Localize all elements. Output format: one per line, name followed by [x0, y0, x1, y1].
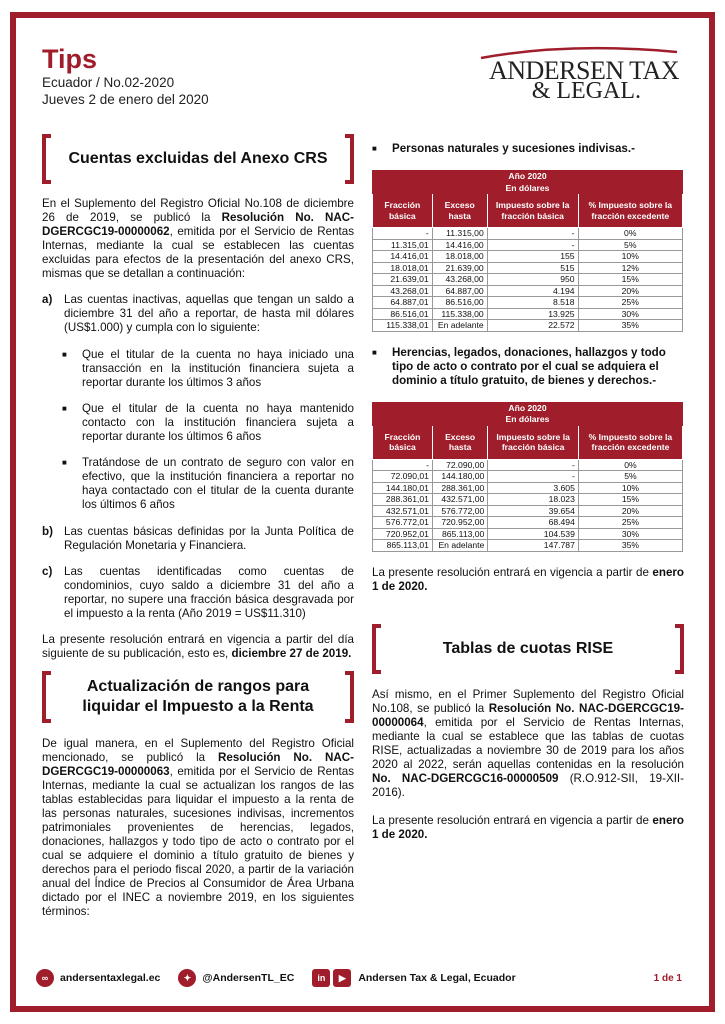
table2-heading: ■ Herencias, legados, donaciones, hallazgos y todo tipo de acto o contrato por el cual se adquiera el dominio a título gratuito, de bienes y derechos.-	[372, 345, 666, 387]
table-cell: 15%	[578, 274, 682, 286]
table-cell: 155	[487, 251, 578, 263]
section-title-rise: Tablas de cuotas RISE	[372, 624, 684, 674]
table-row	[373, 505, 683, 517]
list-item-b: b) Las cuentas básicas definidas por la Junta Política de Regulación Monetaria y Financiera.	[42, 525, 354, 552]
table-cell: 104.539	[488, 528, 579, 540]
table-row	[373, 297, 683, 309]
table-cell: 10%	[578, 482, 682, 494]
column-header: Impuesto sobre la fracción básica	[488, 425, 579, 459]
list-item-c: c) Las cuentas identificadas como cuentas de condominios, cuyo saldo a diciembre 31 del año a reportar, no supere una fracción básica desgravada por el impuesto a la renta (Año 2019 = US$11.310)	[42, 565, 354, 620]
herencias-closing: La presente resolución entrará en vigencia a partir de enero 1 de 2020.	[372, 565, 684, 593]
table-cell: En adelante	[432, 320, 487, 332]
table-row	[373, 528, 683, 540]
table-cell: 43.268,01	[373, 285, 433, 297]
table-banner-year: Año 2020	[373, 402, 683, 414]
table-row	[373, 308, 683, 320]
renta-body: De igual manera, en el Suplemento del Registro Oficial mencionado, se publicó la Resolución No. NAC-DGERCGC19-00000063, emitida por el Servicio de Rentas Internas, mediante la cual se actualizan los rangos de las tablas establecidas para liquidar el impuesto a la renta de las personas naturales, sucesiones indivisas, incrementos patrimoniales provenientes de herencias, legados, donaciones, hallazgos y todo tipo de acto o contrato por el cual se adquiere el dominio a título gratuito de bienes y derechos para el periodo fiscal 2020, a partir de la variación anual del Índice de Precios al Consumidor de Área Urbana dictado por el INEC a noviembre 2019, en los siguientes términos:	[42, 737, 354, 918]
table-cell: 14.416,01	[373, 251, 433, 263]
footer-website[interactable]: ∞ andersentaxlegal.ec	[36, 969, 160, 987]
youtube-icon: ▶	[333, 969, 351, 987]
section-title-crs: Cuentas excluidas del Anexo CRS	[42, 134, 354, 184]
table-cell: 144.180,00	[432, 471, 487, 483]
table-cell: 43.268,00	[432, 274, 487, 286]
table-cell: 11.315,00	[432, 228, 487, 240]
table-cell: 86.516,00	[432, 297, 487, 309]
list-item-bullet: ■ Que el titular de la cuenta no haya iniciado una transacción en la institución financiera sujeta a reportar durante los últimos 3 años	[62, 348, 354, 389]
table-cell: 35%	[578, 320, 682, 332]
table-cell: 22.572	[487, 320, 578, 332]
table-row	[373, 320, 683, 332]
table-cell: 68.494	[488, 517, 579, 529]
table-cell: 720.952,01	[373, 528, 433, 540]
table-cell: 288.361,01	[373, 494, 433, 506]
table-cell: 576.772,00	[432, 505, 487, 517]
table-cell: 576.772,01	[373, 517, 433, 529]
list-item-a: a) Las cuentas inactivas, aquellas que tengan un saldo a diciembre 31 del año a reportar, de hasta mil dólares (US$1.000) y cumpla con lo siguiente:	[42, 293, 354, 334]
table-cell: -	[373, 228, 433, 240]
table-row	[373, 471, 683, 483]
table-cell: 86.516,01	[373, 308, 433, 320]
right-column	[372, 130, 684, 842]
tax-table-herencias	[372, 402, 683, 552]
table-cell: 0%	[578, 228, 682, 240]
table-banner-currency: En dólares	[373, 414, 683, 426]
list-item-bullet: ■ Tratándose de un contrato de seguro con valor en efectivo, que la institución financiera a reportar no haya contactado con el titular de la cuenta durante los últimos 6 años	[62, 456, 354, 511]
table-cell: 515	[487, 262, 578, 274]
table-cell: 72.090,01	[373, 471, 433, 483]
twitter-icon: ✦	[178, 969, 196, 987]
page-title: Tips	[42, 44, 98, 74]
table-cell: 14.416,00	[432, 239, 487, 251]
footer	[36, 966, 686, 990]
rise-closing: La presente resolución entrará en vigencia a partir de enero 1 de 2020.	[372, 813, 684, 841]
table-cell: 4.194	[487, 285, 578, 297]
rise-body: Así mismo, en el Primer Suplemento del Registro Oficial No.108, se publicó la Resolución No. NAC-DGERCGC19-00000064, emitida por el Servicio de Rentas Internas, mediante la cual se establece que las tablas de cuotas RISE, actualizadas a noviembre 30 de 2019 para los años 2020 al 2022, serán aquellas contenidas en la resolución No. NAC-DGERCGC16-00000509 (R.O.912-SII, 19-XII-2016).	[372, 687, 685, 799]
table-cell: 25%	[578, 517, 682, 529]
table1-heading: ■ Personas naturales y sucesiones indivisas.-	[372, 142, 635, 155]
column-header: Fracción básica	[373, 194, 433, 228]
issue-number: Ecuador / No.02-2020	[42, 75, 175, 90]
section-title-renta: Actualización de rangos para liquidar el Impuesto a la Renta	[42, 671, 354, 723]
logo-text-line1: ANDERSEN TAX	[488, 56, 679, 85]
logo-text-line2: & LEGAL.	[531, 78, 641, 104]
table-cell: -	[488, 471, 579, 483]
table-cell: 115.338,01	[373, 320, 433, 332]
table-cell: 39.654	[488, 505, 579, 517]
table-cell: -	[488, 459, 579, 471]
crs-closing: La presente resolución entrará en vigencia a partir del día siguiente de su publicación, esto es, diciembre 27 de 2019.	[42, 633, 354, 660]
table-cell: 15%	[578, 494, 682, 506]
table-row	[373, 459, 683, 471]
table-cell: 3.605	[488, 482, 579, 494]
table-cell: 865.113,00	[432, 528, 487, 540]
table-banner-year: Año 2020	[373, 171, 683, 183]
table-cell: 5%	[578, 239, 682, 251]
table-row	[373, 274, 683, 286]
column-header: Exceso hasta	[432, 425, 487, 459]
table-cell: 25%	[578, 297, 682, 309]
table-cell: 20%	[578, 505, 682, 517]
issue-date: Jueves 2 de enero del 2020	[42, 92, 209, 107]
table-cell: 5%	[578, 471, 682, 483]
table-cell: 64.887,00	[432, 285, 487, 297]
table-cell: 21.639,01	[373, 274, 433, 286]
table-cell: 432.571,01	[373, 505, 433, 517]
table-cell: 8.518	[487, 297, 578, 309]
table-cell: -	[373, 459, 433, 471]
column-header: Impuesto sobre la fracción básica	[487, 194, 578, 228]
column-header: % Impuesto sobre la fracción excedente	[578, 194, 682, 228]
table-cell: 64.887,01	[373, 297, 433, 309]
table-row	[373, 228, 683, 240]
table-cell: -	[487, 228, 578, 240]
footer-company[interactable]: in ▶ Andersen Tax & Legal, Ecuador	[312, 969, 515, 987]
left-column	[42, 130, 354, 919]
footer-twitter[interactable]: ✦ @AndersenTL_EC	[178, 969, 294, 987]
table-row	[373, 285, 683, 297]
column-header: Exceso hasta	[432, 194, 487, 228]
table-row	[373, 262, 683, 274]
header	[42, 44, 209, 108]
table-cell: 30%	[578, 528, 682, 540]
table-cell: 21.639,00	[432, 262, 487, 274]
table-row	[373, 494, 683, 506]
page-number: 1 de 1	[653, 972, 682, 984]
table-cell: 950	[487, 274, 578, 286]
link-icon: ∞	[36, 969, 54, 987]
table-cell: 18.018,00	[432, 251, 487, 263]
table-row	[373, 540, 683, 552]
table-cell: 72.090,00	[432, 459, 487, 471]
table-cell: 147.787	[488, 540, 579, 552]
table-cell: 720.952,00	[432, 517, 487, 529]
table-cell: 35%	[578, 540, 682, 552]
linkedin-icon: in	[312, 969, 330, 987]
list-item-bullet: ■ Que el titular de la cuenta no haya mantenido contacto con la institución financiera sujeta a reportar durante los últimos 6 años	[62, 402, 354, 443]
table-cell: 11.315,01	[373, 239, 433, 251]
table-cell: 0%	[578, 459, 682, 471]
table-row	[373, 482, 683, 494]
table-cell: 288.361,00	[432, 482, 487, 494]
column-header: Fracción básica	[373, 425, 433, 459]
table-cell: -	[487, 239, 578, 251]
table-row	[373, 239, 683, 251]
table-cell: 10%	[578, 251, 682, 263]
table-cell: 30%	[578, 308, 682, 320]
table-cell: 18.023	[488, 494, 579, 506]
table-cell: 865.113,01	[373, 540, 433, 552]
tax-table-personas	[372, 170, 683, 332]
table-row	[373, 251, 683, 263]
table-cell: 20%	[578, 285, 682, 297]
table-cell: 144.180,01	[373, 482, 433, 494]
column-header: % Impuesto sobre la fracción excedente	[578, 425, 682, 459]
table-row	[373, 517, 683, 529]
table-cell: 13.925	[487, 308, 578, 320]
andersen-logo	[469, 46, 679, 102]
table-cell: En adelante	[432, 540, 487, 552]
table-cell: 115.338,00	[432, 308, 487, 320]
table-cell: 12%	[578, 262, 682, 274]
crs-intro: En el Suplemento del Registro Oficial No.108 de diciembre 26 de 2019, se publicó la Resolución No. NAC-DGERCGC19-00000062, emitida por el Servicio de Rentas Internas, mediante la cual se establecen las cuentas excluidas para efectos de la presentación del anexo CRS, mismas que se detallan a continuación:	[42, 197, 354, 280]
table-cell: 432.571,00	[432, 494, 487, 506]
table-cell: 18.018,01	[373, 262, 433, 274]
table-banner-currency: En dólares	[373, 182, 683, 194]
